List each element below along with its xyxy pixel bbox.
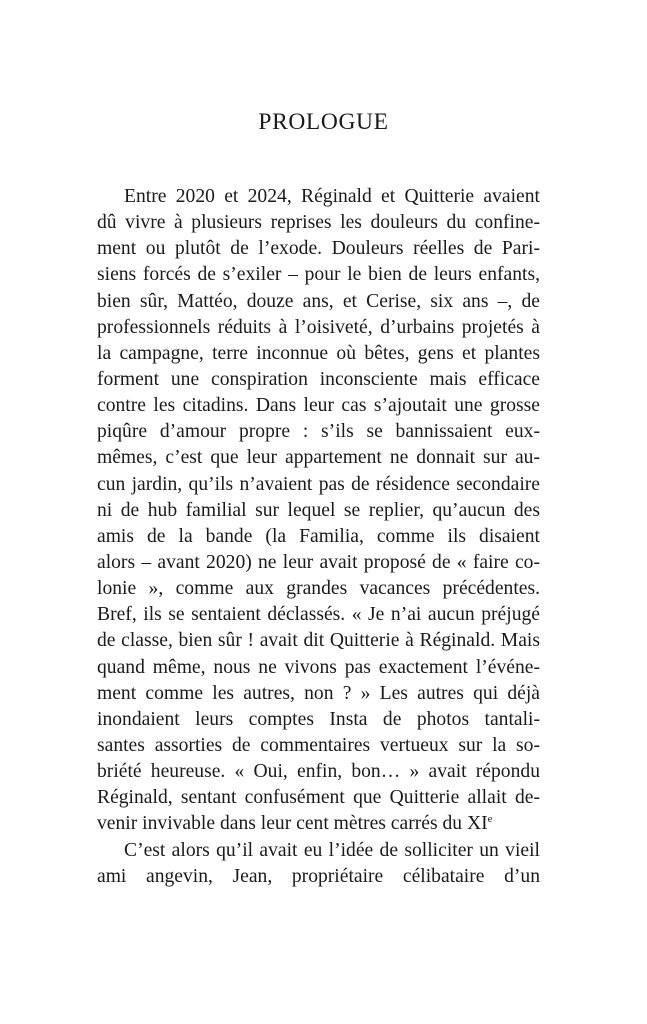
text-line: siens forcés de s’exiler – pour le bien de leurs enfants,	[97, 264, 540, 286]
text-line: inondaient leurs comptes Insta de photos tantali-	[97, 708, 540, 730]
text-line: forment une conspiration inconsciente mais efficace	[97, 368, 540, 390]
century-superscript: e	[487, 813, 493, 826]
text-line: ment comme les autres, non ? » Les autres qui déjà	[97, 682, 540, 704]
text-line: Entre 2020 et 2024, Réginald et Quitterie avaient	[124, 186, 540, 207]
text-line: lonie », comme aux grandes vacances précédentes.	[97, 578, 540, 600]
text-line: mêmes, c’est que leur appartement ne donnait sur au-	[97, 447, 540, 469]
text-line: santes assorties de commentaires vertueux sur la so-	[97, 734, 540, 756]
text-line: quand même, nous ne vivons pas exactement l’événe-	[97, 656, 540, 678]
text-line-body: venir invivable dans leur cent mètres carrés du XI	[97, 813, 488, 835]
text-line: Réginald, sentant confusément que Quitterie allait de-	[97, 787, 540, 809]
text-line: alors – avant 2020) ne leur avait proposé de « faire co-	[97, 551, 540, 573]
text-line: la campagne, terre inconnue où bêtes, gens et plantes	[97, 342, 540, 364]
text-line: ment ou plutôt de l’exode. Douleurs réelles de Pari-	[97, 238, 540, 260]
text-line: Bref, ils se sentaient déclassés. « Je n’ai aucun préjugé	[97, 604, 540, 626]
text-line: dû vivre à plusieurs reprises les douleurs du confine-	[97, 212, 540, 234]
text-line: piqûre d’amour propre : s’ils se bannissaient eux-	[97, 421, 540, 443]
body-text	[97, 184, 540, 890]
text-line: contre les citadins. Dans leur cas s’ajoutait une grosse	[97, 395, 540, 417]
text-line: briété heureuse. « Oui, enfin, bon… » avait répondu	[97, 761, 540, 783]
text-line-with-superscript	[97, 811, 540, 837]
text-line: professionnels réduits à l’oisiveté, d’urbains projetés à	[97, 316, 540, 338]
text-line: bien sûr, Mattéo, douze ans, et Cerise, six ans –, de	[97, 290, 540, 312]
text-line: de classe, bien sûr ! avait dit Quitterie à Réginald. Mais	[97, 630, 540, 652]
text-line: ami angevin, Jean, propriétaire célibataire d’un	[97, 865, 540, 887]
text-line: ni de hub familial sur lequel se replier, qu’aucun des	[97, 499, 540, 521]
text-line: cun jardin, qu’ils n’avaient pas de résidence secondaire	[97, 473, 540, 495]
text-line: amis de la bande (la Familia, comme ils disaient	[97, 525, 540, 547]
chapter-title: PROLOGUE	[258, 109, 389, 135]
text-line: C’est alors qu’il avait eu l’idée de solliciter un vieil	[124, 839, 540, 861]
